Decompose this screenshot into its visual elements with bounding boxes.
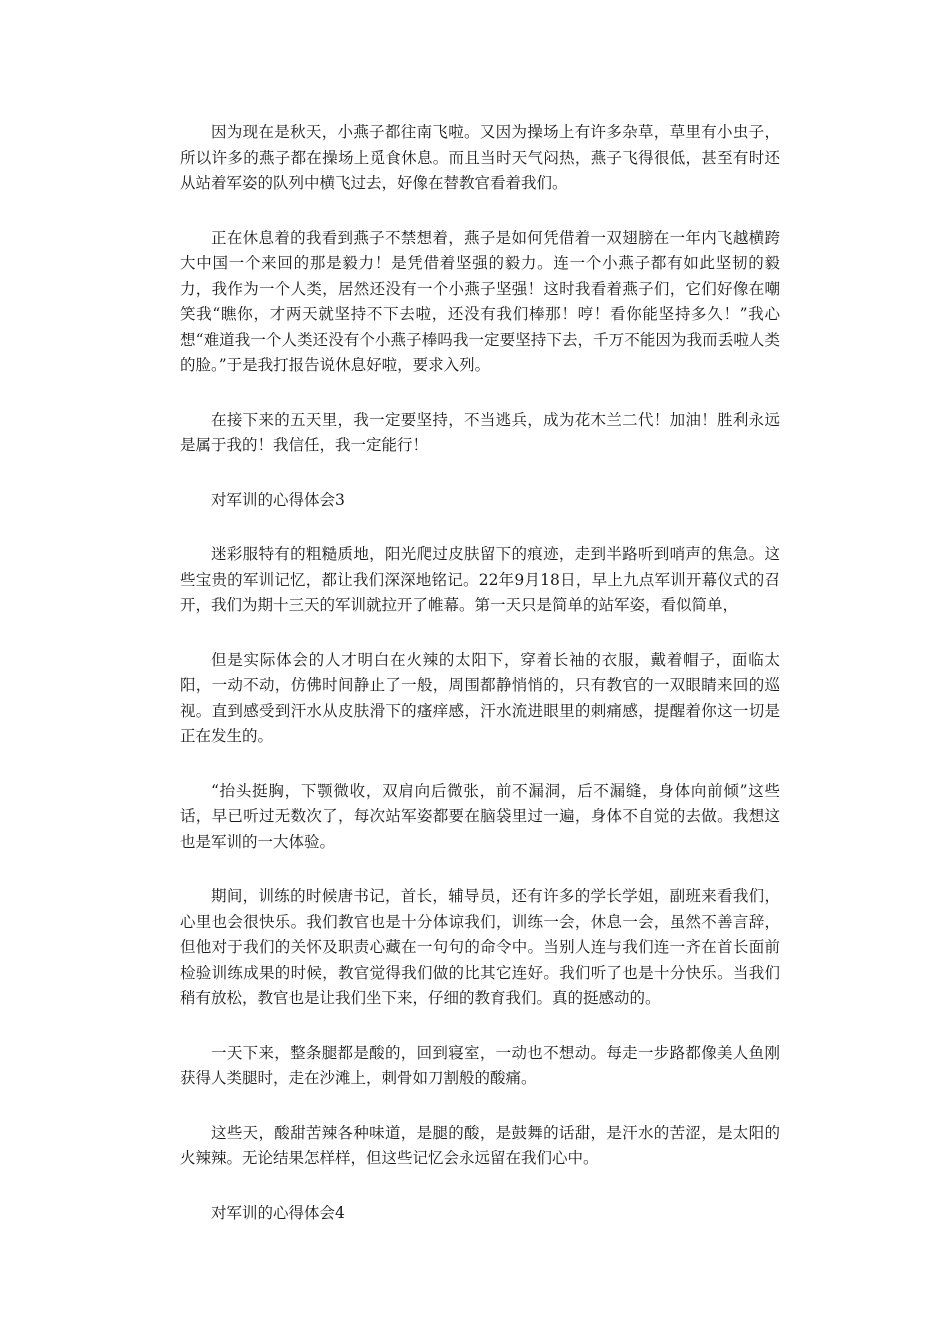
section-heading-3: 对军训的心得体会3 — [211, 490, 345, 509]
paragraph-flavors-memories: 这些天，酸甜苦辣各种味道，是腿的酸，是鼓舞的话甜，是汗水的苦涩，是太阳的火辣辣。无论结果怎样样，但这些记忆会永远留在我们心中。 — [180, 1123, 780, 1167]
section-heading-4: 对军训的心得体会4 — [211, 1203, 345, 1222]
paragraph-camouflage-memories: 迷彩服特有的粗糙质地，阳光爬过皮肤留下的痕迹，走到半路听到哨声的焦急。这些宝贵的军训记忆，都让我们深深地铭记。22年9月18日，早上九点军训开幕仪式的召开，我们为期十三天的军训就拉开了帷幕。第一天只是简单的站军姿，看似简单， — [180, 545, 780, 614]
paragraph-posture-commands: “抬头挺胸，下颚微收，双肩向后微张，前不漏洞，后不漏缝，身体向前倾”这些话，早已听过无数次了，每次站军姿都要在脑袋里过一遍，身体不自觉的去做。我想这也是军训的一大体验。 — [180, 781, 780, 851]
paragraph-sore-legs: 一天下来，整条腿都是酸的，回到寝室，一动也不想动。每走一步路都像美人鱼刚获得人类腿时，走在沙滩上，刺骨如刀割般的酸痛。 — [180, 1043, 780, 1087]
paragraph-swallows-autumn: 因为现在是秋天，小燕子都往南飞啦。又因为操场上有许多杂草，草里有小虫子，所以许多的燕子都在操场上觅食休息。而且当时天气闷热，燕子飞得很低，甚至有时还从站着军姿的队列中横飞过去，好像在替教官看着我们。 — [180, 123, 780, 192]
paragraph-swallow-perseverance: 正在休息着的我看到燕子不禁想着，燕子是如何凭借着一双翅膀在一年内飞越横跨大中国一个来回的那是毅力！是凭借着坚强的毅力。连一个小燕子都有如此坚韧的毅力，我作为一个人类，居然还没有一个小燕子坚强！这时我看着燕子们，它们好像在嘲笑我“瞧你，才两天就坚持不下去啦，还没有我们棒那！哼！看你能坚持多久！”我心想“难道我一个人类还没有个小燕子棒吗我一定要坚持下去，千万不能因为我而丢啦人类的脸。”于是我打报告说休息好啦，要求入列。 — [180, 228, 780, 374]
paragraph-next-five-days: 在接下来的五天里，我一定要坚持，不当逃兵，成为花木兰二代！加油！胜利永远是属于我的！我信任，我一定能行！ — [180, 410, 780, 454]
paragraph-visitors-instructor: 期间，训练的时候唐书记，首长，辅导员，还有许多的学长学姐，副班来看我们，心里也会很快乐。我们教官也是十分体谅我们，训练一会，休息一会，虽然不善言辞，但他对于我们的关怀及职责心藏在一句句的命令中。当别人连与我们连一齐在首长面前检验训练成果的时候，教官觉得我们做的比其它连好。我们听了也是十分快乐。当我们稍有放松，教官也是让我们坐下来，仔细的教育我们。真的挺感动的。 — [180, 887, 780, 1007]
paragraph-standing-in-sun: 但是实际体会的人才明白在火辣的太阳下，穿着长袖的衣服，戴着帽子，面临太阳，一动不动，仿佛时间静止了一般，周围都静悄悄的，只有教官的一双眼睛来回的巡视。直到感受到汗水从皮肤滑下的瘙痒感，汗水流进眼里的刺痛感，提醒着你这一切是正在发生的。 — [180, 650, 780, 745]
document-body — [180, 120, 780, 1255]
